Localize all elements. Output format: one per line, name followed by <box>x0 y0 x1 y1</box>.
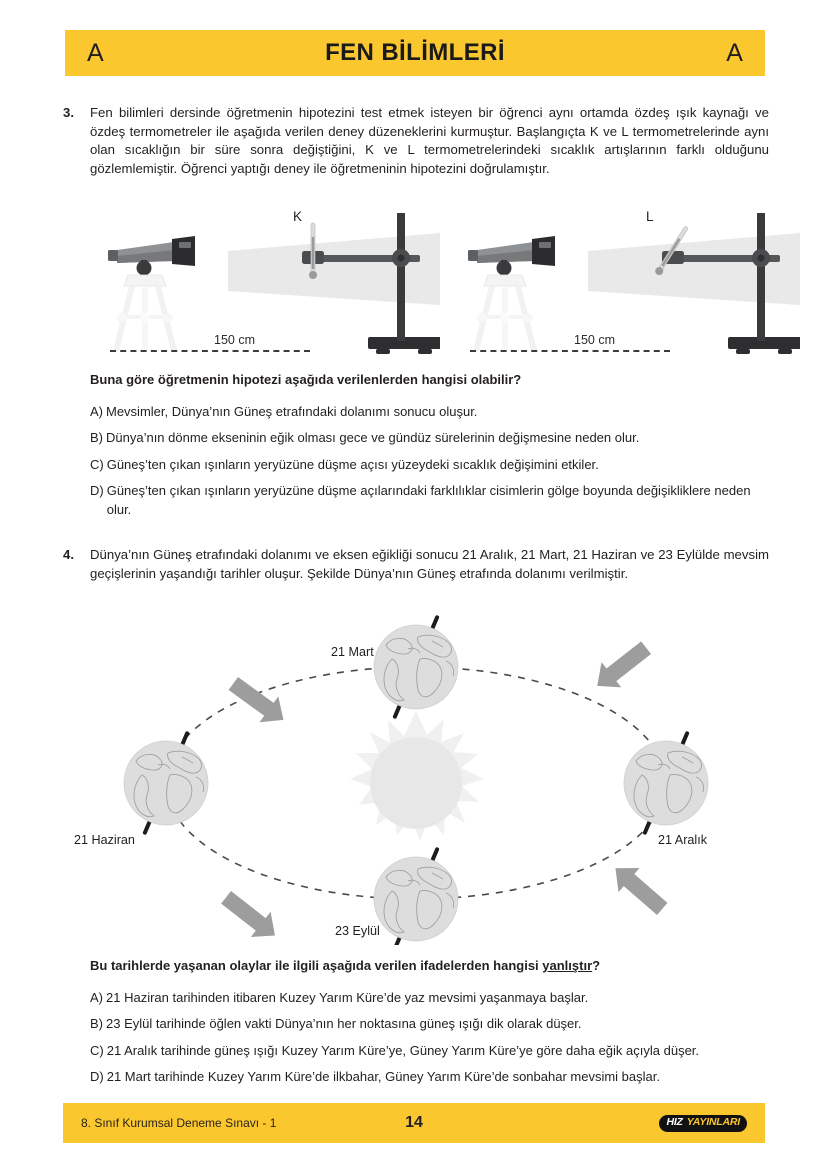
option-a-text: Mevsimler, Dünya’nın Güneş etrafındaki dolanımı sonucu oluşur. <box>106 404 478 420</box>
earth-position-21-haziran <box>124 729 208 837</box>
question-3-stem-text: Fen bilimleri dersinde öğretmenin hipotezini test etmek isteyen bir öğrenci aynı ortamda özdeş ışık kaynağı ve özdeş termometreler ile aşağıda verilen deney düzeneklerini kurmuştur. Başlangıçta K ve L termometrelerinde aynı olan sıcaklığın bir süre sonra değiştiğini, K ve L termometrelerindeki sıcaklık artışlarının farklı olduğunu gözlemlemiştir. Öğrenci yaptığı deney ile öğretmeninin hipotezini doğrulamıştır. <box>90 105 769 177</box>
arrow-bottom-right <box>605 856 673 921</box>
option-c-text: Güneş’ten çıkan ışınların yeryüzüne düşme açısı yüzeydeki sıcaklık değişimini etkiler. <box>106 456 599 472</box>
option-c-letter: C) <box>90 456 104 472</box>
footer-exam-name: 8. Sınıf Kurumsal Deneme Sınavı - 1 <box>81 1116 277 1130</box>
question-3-figure <box>63 205 769 365</box>
page-header <box>65 30 765 76</box>
question-4-prompt <box>90 957 769 975</box>
question-4-answer-block <box>63 957 769 1093</box>
orbit-label-21-haziran: 21 Haziran <box>74 833 135 847</box>
question-3-answer-block <box>63 371 769 526</box>
earth-position-21-mart <box>374 615 458 721</box>
orbit-label-21-mart: 21 Mart <box>331 645 374 659</box>
option-a-text: 21 Haziran tarihinden itibaren Kuzey Yarım Küre’de yaz mevsimi yaşanmaya başlar. <box>106 990 589 1006</box>
option-d-text: 21 Mart tarihinde Kuzey Yarım Küre’de ilkbahar, Güney Yarım Küre’de sonbahar mevsimi başlar. <box>106 1068 660 1084</box>
option-a-letter: A) <box>90 404 103 420</box>
ring-stand-k <box>250 205 440 360</box>
question-4-number: 4. <box>63 547 74 562</box>
option-a[interactable] <box>90 402 769 421</box>
thermometer-label-l: L <box>646 209 654 224</box>
arrow-bottom-left <box>216 885 285 945</box>
arrow-top-left <box>224 671 293 733</box>
sun-icon <box>350 711 484 841</box>
header-booklet-letter-right: A <box>726 38 743 67</box>
footer-page-number: 14 <box>405 1114 423 1131</box>
distance-dashed-line-k <box>110 350 310 352</box>
question-4-prompt-lead: Bu tarihlerde yaşanan olaylar ile ilgili aşağıda verilen ifadelerden hangisi <box>90 958 543 973</box>
thermometer-l <box>654 225 690 277</box>
experiment-setup-k <box>100 205 440 365</box>
question-3-options <box>90 402 769 519</box>
distance-label-k: 150 cm <box>210 333 259 347</box>
question-3-prompt: Buna göre öğretmenin hipotezi aşağıda verilenlerden hangisi olabilir? <box>90 372 522 387</box>
experiment-setup-l <box>460 205 800 365</box>
option-b-text: Dünya’nın dönme ekseninin eğik olması gece ve gündüz sürelerinin değişmesine neden olur. <box>106 430 640 446</box>
option-d[interactable] <box>90 481 769 519</box>
thermometer-label-k: K <box>293 209 303 224</box>
option-a[interactable] <box>90 988 769 1007</box>
option-c-text: 21 Aralık tarihinde güneş ışığı Kuzey Yarım Küre’ye, Güney Yarım Küre’ye göre daha eğik açıyla düşer. <box>106 1042 700 1058</box>
publisher-logo <box>659 1115 747 1132</box>
question-4-prompt-emphasis: yanlıştır <box>542 958 593 973</box>
ring-stand-l <box>610 205 800 360</box>
page-footer <box>63 1103 765 1143</box>
option-d[interactable] <box>90 1067 769 1086</box>
option-c[interactable] <box>90 455 769 474</box>
arrow-top-right <box>587 635 656 698</box>
distance-dashed-line-l <box>470 350 670 352</box>
option-b[interactable] <box>90 428 769 447</box>
orbit-diagram <box>63 615 769 945</box>
option-d-letter: D) <box>90 1068 104 1084</box>
question-4-options <box>90 988 769 1086</box>
publisher-logo-hiz: HIZ <box>666 1116 683 1129</box>
option-d-text: Güneş’ten çıkan ışınların yeryüzüne düşme açılarındaki farklılıklar cisimlerin gölge boyunda değişikliklere neden olur. <box>106 482 751 518</box>
header-booklet-letter-left: A <box>87 38 104 67</box>
option-b[interactable] <box>90 1014 769 1033</box>
option-a-letter: A) <box>90 990 103 1006</box>
orbit-label-23-eylul: 23 Eylül <box>335 924 380 938</box>
publisher-logo-yayinlari: YAYINLARI <box>686 1116 740 1129</box>
option-b-letter: B) <box>90 1016 103 1032</box>
option-c[interactable] <box>90 1041 769 1060</box>
option-c-letter: C) <box>90 1042 104 1058</box>
option-b-text: 23 Eylül tarihinde öğlen vakti Dünya’nın her noktasına güneş ışığı dik olarak düşer. <box>106 1016 582 1032</box>
question-4-prompt-tail: ? <box>592 958 601 973</box>
question-3-stem-block <box>63 104 769 179</box>
option-d-letter: D) <box>90 482 104 498</box>
option-b-letter: B) <box>90 430 103 446</box>
question-4-stem-text: Dünya’nın Güneş etrafındaki dolanımı ve eksen eğikliği sonucu 21 Aralık, 21 Mart, 21 Haziran ve 23 Eylülde mevsim geçişlerinin yaşandığı tarihler oluşur. Şekilde Dünya’nın Güneş etrafında dolanımı verilmiştir. <box>90 547 769 581</box>
question-4-stem-block <box>63 546 769 583</box>
earth-position-21-aralik <box>624 729 708 837</box>
distance-label-l: 150 cm <box>570 333 619 347</box>
page-title: FEN BİLİMLERİ <box>325 39 505 66</box>
orbit-label-21-aralik: 21 Aralık <box>658 833 708 847</box>
earth-position-23-eylul <box>374 845 458 945</box>
question-4-figure <box>63 615 769 945</box>
question-3-number: 3. <box>63 105 74 120</box>
